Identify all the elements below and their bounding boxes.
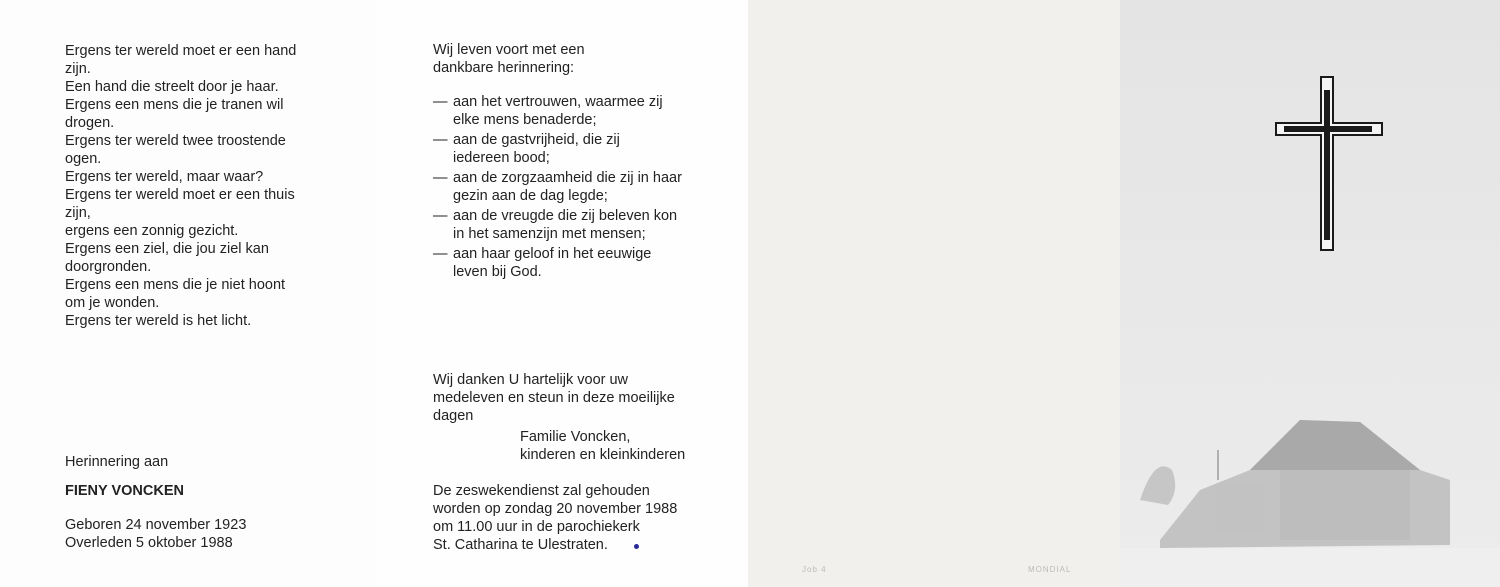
poem-text: Ergens ter wereld moet er een hand zijn. Een hand die streelt door je haar. Ergens een mens die je tranen wil drogen. Ergens ter wereld twee troostende ogen. Ergens ter wereld, maar waar? Ergens ter wereld moet er een thuis zijn, ergens een zonnig gezicht. Ergens een ziel, die jou ziel kan doorgronden. Ergens een mens die je niet hoont om je wonden. Ergens ter wereld is het licht. — [65, 43, 297, 329]
memory-item: aan de gastvrijheid, die zij iedereen bood; — [453, 132, 620, 166]
dash-marker: — — [433, 132, 448, 148]
remembrance-label: Herinnering aan — [65, 454, 169, 470]
card-page-left — [0, 0, 376, 587]
memory-intro: Wij leven voort met een dankbare herinnering: — [433, 42, 585, 76]
list-item — [433, 93, 682, 129]
thanks-text: Wij danken U hartelijk voor uw medeleven en steun in deze moeilijke dagen — [433, 372, 675, 424]
memory-item: aan de vreugde die zij beleven kon in het samenzijn met mensen; — [453, 208, 678, 242]
printer-mark-job: Job 4 — [802, 565, 827, 574]
memory-item: aan de zorgzaamheid die zij in haar gezin aan de dag legde; — [453, 170, 682, 204]
list-item — [433, 169, 682, 205]
life-dates: Geboren 24 november 1923 Overleden 5 oktober 1988 — [65, 517, 247, 551]
dash-marker: — — [433, 208, 448, 224]
ink-dot — [634, 544, 639, 549]
cover-illustration — [1120, 0, 1500, 587]
card-cover — [1120, 0, 1500, 587]
memory-item: aan haar geloof in het eeuwige leven bij God. — [453, 246, 652, 280]
memory-item: aan het vertrouwen, waarmee zij elke mens benaderde; — [453, 94, 663, 128]
printer-mark-brand: MONDIAL — [1028, 565, 1072, 574]
card-page-back — [748, 0, 1120, 587]
deceased-name: FIENY VONCKEN — [65, 483, 184, 499]
family-signature: Familie Voncken, kinderen en kleinkinderen — [520, 429, 686, 463]
list-item — [433, 245, 682, 281]
dash-marker: — — [433, 170, 448, 186]
memory-list — [433, 93, 682, 283]
farmhouse-landscape-icon — [1120, 420, 1500, 587]
dash-marker: — — [433, 246, 448, 262]
list-item — [433, 207, 682, 243]
dash-marker: — — [433, 94, 448, 110]
list-item — [433, 131, 682, 167]
card-page-inner — [376, 0, 748, 587]
cross-icon — [1276, 77, 1382, 250]
service-announcement: De zeswekendienst zal gehouden worden op zondag 20 november 1988 om 11.00 uur in de parochiekerk St. Catharina te Ulestraten. — [433, 483, 678, 553]
